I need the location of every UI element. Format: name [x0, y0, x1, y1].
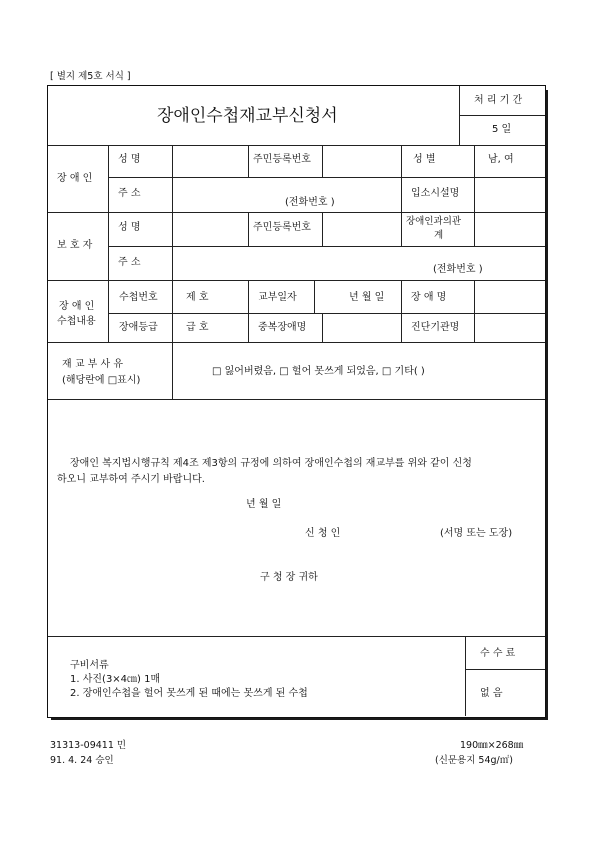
rule — [172, 145, 173, 399]
rule — [322, 145, 323, 177]
guardian-section-label: 보 호 자 — [57, 240, 93, 251]
issue-date-label: 교부일자 — [258, 292, 297, 303]
disability-name-label: 장 애 명 — [411, 292, 447, 303]
rule — [108, 177, 545, 178]
signature-note: (서명 또는 도장) — [440, 528, 513, 539]
rule — [474, 145, 475, 246]
reason-note: (해당란에 □표시) — [62, 375, 141, 386]
applicant-signature-label: 신 청 인 — [305, 528, 341, 539]
multiple-disability-label: 중복장애명 — [258, 322, 307, 333]
booklet-number-label: 수첩번호 — [119, 292, 158, 303]
paper-type: (신문용지 54g/㎡) — [435, 755, 513, 766]
applicant-facility-label: 입소시설명 — [411, 188, 460, 199]
form-frame — [47, 85, 546, 718]
disability-grade-value: 급 호 — [186, 322, 209, 333]
fee-value: 없 음 — [480, 688, 503, 699]
issue-date-value: 년 월 일 — [349, 292, 385, 303]
disability-grade-label: 장애등급 — [119, 322, 158, 333]
paper-size: 190㎜×268㎜ — [460, 740, 524, 751]
processing-period-label: 처 리 기 간 — [474, 95, 523, 106]
booklet-section-label: 수첩내용 — [57, 316, 96, 327]
rule — [314, 280, 315, 313]
rule — [465, 636, 466, 716]
statement-line: 장애인 복지법시행규칙 제4조 제3항의 규정에 의하여 장애인수첩의 재교부를 위와 같이 신청 — [70, 458, 472, 469]
form-title: 장애인수첩재교부신청서 — [157, 106, 338, 126]
applicant-rrn-label: 주민등록번호 — [253, 154, 311, 165]
rule — [48, 399, 545, 400]
rule — [108, 246, 545, 247]
required-documents-heading: 구비서류 — [70, 660, 109, 671]
rule — [48, 145, 545, 146]
rule — [48, 212, 545, 213]
rule — [48, 280, 545, 281]
rule — [465, 669, 545, 670]
application-date: 년 월 일 — [246, 499, 282, 510]
rule — [248, 212, 249, 246]
guardian-relation-label: 장애인과의관 — [406, 216, 462, 227]
guardian-name-label: 성 명 — [118, 222, 141, 233]
rule — [108, 145, 109, 342]
rule — [248, 145, 249, 177]
guardian-address-label: 주 소 — [118, 257, 141, 268]
rule — [459, 86, 460, 145]
required-document-item: 2. 장애인수첩을 헐어 못쓰게 된 때에는 못쓰게 된 수첩 — [70, 688, 308, 699]
diagnosis-institution-label: 진단기관명 — [411, 322, 460, 333]
statement-line: 하오니 교부하여 주시기 바랍니다. — [57, 474, 205, 485]
guardian-phone: (전화번호 ) — [433, 264, 483, 275]
processing-period-value: 5 일 — [492, 124, 512, 135]
applicant-address-label: 주 소 — [118, 188, 141, 199]
rule — [248, 280, 249, 342]
rule — [401, 280, 402, 342]
rule — [474, 280, 475, 342]
recipient: 구 청 장 귀하 — [260, 572, 318, 583]
rule — [401, 145, 402, 246]
rule — [108, 313, 545, 314]
required-document-item: 1. 사진(3×4㎝) 1매 — [70, 674, 161, 685]
form-number: [ 별지 제5호 서식 ] — [50, 71, 131, 82]
form-code: 31313-09411 민 — [50, 740, 127, 751]
approval-date: 91. 4. 24 승인 — [50, 755, 114, 766]
rule — [48, 636, 545, 637]
applicant-phone: (전화번호 ) — [285, 197, 335, 208]
booklet-section-label: 장 애 인 — [59, 301, 95, 312]
reason-options: □ 잃어버렸음, □ 헐어 못쓰게 되었음, □ 기타( ) — [212, 366, 425, 377]
applicant-name-label: 성 명 — [118, 154, 141, 165]
applicant-sex-value: 남, 여 — [488, 154, 514, 165]
rule — [322, 212, 323, 246]
rule — [322, 313, 323, 342]
applicant-section-label: 장 애 인 — [57, 173, 93, 184]
rule — [48, 342, 545, 343]
applicant-sex-label: 성 별 — [413, 154, 436, 165]
rule — [459, 115, 545, 116]
guardian-rrn-label: 주민등록번호 — [253, 222, 311, 233]
guardian-relation-label: 계 — [434, 230, 444, 241]
fee-label: 수 수 료 — [480, 648, 516, 659]
booklet-number-value: 제 호 — [186, 292, 209, 303]
reason-label: 재 교 부 사 유 — [62, 359, 124, 370]
